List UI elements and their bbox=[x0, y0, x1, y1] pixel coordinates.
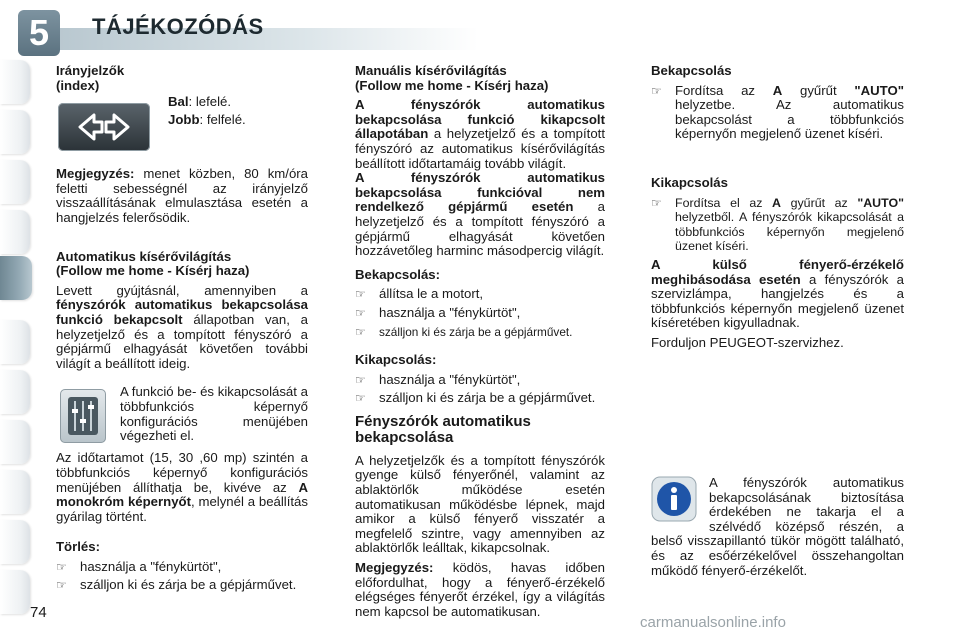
on-heading: Bekapcsolás bbox=[651, 63, 732, 78]
bal-label: Bal bbox=[168, 94, 189, 110]
text: a helyzetjelző és a tompított fényszóró az automatikus kísérővilágítás beállított időtartamáig tovább világít. bbox=[355, 126, 605, 171]
turn-signal-block bbox=[56, 95, 308, 167]
jobb-text: : felfelé. bbox=[199, 112, 246, 128]
service-text: Forduljon PEUGEOT-szervizhez. bbox=[651, 334, 844, 350]
chapter-tab[interactable] bbox=[0, 160, 30, 204]
jobb-line bbox=[168, 113, 246, 128]
settings-menu-icon bbox=[60, 389, 106, 443]
heading-line: (Follow me home - Kísérj haza) bbox=[355, 77, 549, 93]
column-right bbox=[651, 64, 904, 356]
heading-line: Automatikus kísérővilágítás bbox=[56, 248, 232, 264]
watermark: carmanualsonline.info bbox=[640, 614, 786, 631]
note-paragraph bbox=[56, 167, 308, 225]
page-title: TÁJÉKOZÓDÁS bbox=[92, 14, 264, 39]
page-number: 74 bbox=[30, 604, 47, 621]
off-heading: Kikapcsolás bbox=[651, 174, 728, 190]
column-left bbox=[56, 64, 308, 529]
list-item: ☞ használja a "fénykürtöt", bbox=[355, 306, 605, 321]
list-item bbox=[651, 84, 904, 142]
text-bold: A fényszórók automatikus bekapcsolása funkcióval nem rendelkező gépjármű esetén bbox=[355, 170, 605, 215]
ring-label: A bbox=[772, 195, 781, 210]
auto-label: "AUTO" bbox=[854, 82, 904, 98]
heading-line: Irányjelzők bbox=[56, 63, 125, 78]
info-text: A fényszórók automatikus bekapcsolásának biztosítása érdekében ne takarja el a szélvédő középső részén, a belső visszapillantó tükör mögött található, és az esőérzékelővel összehangoltan működő fényerő-érzékelőt. bbox=[651, 475, 904, 578]
text: Fordítsa el az bbox=[675, 195, 773, 210]
chapter-tab[interactable] bbox=[0, 320, 30, 364]
fault-paragraph bbox=[651, 258, 904, 331]
note-text: menet közben, 80 km/óra feletti sebességnél az irányjelző visszaállításának elmulasztása esetén a hangjelzés felerősödik. bbox=[56, 166, 308, 225]
chapter-tab[interactable] bbox=[0, 210, 30, 254]
chapter-tab[interactable] bbox=[0, 110, 30, 154]
list-item: ☞ használja a "fénykürtöt", bbox=[56, 560, 308, 575]
info-block bbox=[651, 476, 904, 578]
note-label: Megjegyzés: bbox=[355, 560, 434, 576]
chapter-number-badge: 5 bbox=[18, 10, 60, 56]
text: Az időtartamot (15, 30 ,60 mp) szintén a többfunkciós képernyő konfigurációs menüjében állíthatja be, kivéve az bbox=[56, 450, 308, 495]
heading-line: Fényszórók automatikus bbox=[355, 412, 531, 430]
jobb-label: Jobb bbox=[168, 112, 200, 128]
text: állapotban van, a helyzetjelző és a tompított fényszóró a gépjármű elhagyását követően további világít a beállított ideig. bbox=[56, 311, 308, 371]
bal-line bbox=[168, 95, 231, 110]
note-text: ködös, havas időben előfordulhat, hogy a fényerő-érzékelő elégséges fényerőt érzékel, így a világítás nem kapcsol be automatikusan. bbox=[355, 560, 605, 619]
text: , melynél a beállítás gyárilag történt. bbox=[56, 494, 308, 524]
section-heading bbox=[56, 250, 308, 279]
note-paragraph bbox=[355, 561, 605, 619]
chapter-tab[interactable] bbox=[0, 420, 30, 464]
menu-block bbox=[56, 385, 308, 447]
auto-paragraph bbox=[56, 284, 308, 372]
info-icon bbox=[651, 476, 699, 524]
text: a helyzetjelző és a tompított fényszóró a gépjármű elhagyását követően hozzávetőleg harminc másodpercig világít. bbox=[355, 199, 605, 259]
chapter-tab[interactable] bbox=[0, 520, 30, 564]
chapter-tab-active[interactable] bbox=[0, 256, 32, 300]
on-heading: Bekapcsolás: bbox=[355, 266, 441, 282]
section-heading bbox=[56, 64, 308, 93]
time-paragraph bbox=[56, 451, 308, 524]
heading-line: (Follow me home - Kísérj haza) bbox=[56, 263, 250, 279]
turn-signal-arrows-icon bbox=[58, 103, 150, 151]
text-bold: A fényszórók automatikus bekapcsolása funkció kikapcsolt állapotában bbox=[355, 97, 605, 142]
column-middle bbox=[355, 64, 605, 624]
heading-line: (index) bbox=[56, 77, 100, 93]
section-heading bbox=[355, 64, 605, 93]
list-item: ☞ szálljon ki és zárja be a gépjárművet. bbox=[56, 578, 308, 593]
auto-label: "AUTO" bbox=[857, 195, 904, 210]
text: gyűrűt bbox=[782, 82, 855, 98]
note-label: Megjegyzés: bbox=[56, 166, 135, 182]
text-bold: A külső fényerő-érzékelő meghibásodása esetén bbox=[651, 256, 904, 287]
paragraph bbox=[355, 98, 605, 171]
heading-line: Manuális kísérővilágítás bbox=[355, 63, 507, 78]
text: Fordítsa az bbox=[675, 82, 773, 98]
chapter-tab[interactable] bbox=[0, 370, 30, 414]
off-heading: Kikapcsolás: bbox=[355, 352, 437, 368]
text: gyűrűt az bbox=[780, 195, 858, 210]
list-item: ☞ állítsa le a motort, bbox=[355, 287, 605, 302]
delete-block bbox=[56, 540, 308, 597]
text: helyzetből. A fényszórók kikapcsolását a többfunkciós képernyőn megjelenő üzenet kíséri. bbox=[675, 210, 904, 254]
text: a fényszórók a szervizlámpa, hangjelzés és a többfunkciós képernyőn megjelenő üzenet kíséretében kigyulladnak. bbox=[651, 271, 904, 331]
text-bold: A monokróm képernyőt bbox=[56, 479, 308, 510]
chapter-tab[interactable] bbox=[0, 570, 30, 614]
ring-label: A bbox=[772, 82, 783, 98]
text-bold: fényszórók automatikus bekapcsolása funkció bekapcsolt bbox=[56, 297, 308, 327]
section-heading-large bbox=[355, 414, 605, 446]
heading-line: bekapcsolása bbox=[355, 428, 454, 446]
menu-text: A funkció be- és kikapcsolását a többfunkciós képernyő konfigurációs menüjében végezheti el. bbox=[120, 384, 308, 444]
delete-heading: Törlés: bbox=[56, 539, 100, 554]
list-item: ☞ használja a "fénykürtöt", bbox=[355, 373, 605, 388]
chapter-tab[interactable] bbox=[0, 60, 30, 104]
text: helyzetbe. Az automatikus bekapcsolást a többfunkciós képernyőn megjelenő üzenet kíséri. bbox=[675, 97, 904, 142]
paragraph bbox=[355, 171, 605, 259]
text: Levett gyújtásnál, amennyiben a bbox=[56, 282, 308, 298]
list-item: ☞ szálljon ki és zárja be a gépjárművet. bbox=[355, 391, 605, 406]
list-item: ☞ szálljon ki és zárja be a gépjárművet. bbox=[355, 325, 605, 340]
paragraph: A helyzetjelzők és a tompított fényszórók gyenge külső fényerőnél, valamint az ablaktörlők működése esetén automatikusan működésbe lépnek, majd amikor a külső fényerő visszatér a megfelelő szintre, vagy amennyiben az ablaktörlők leálltak, kikapcsolnak. bbox=[355, 452, 605, 556]
chapter-tab[interactable] bbox=[0, 470, 30, 514]
bal-text: : lefelé. bbox=[188, 94, 232, 110]
chapter-tabs bbox=[0, 60, 32, 620]
list-item bbox=[651, 196, 904, 254]
